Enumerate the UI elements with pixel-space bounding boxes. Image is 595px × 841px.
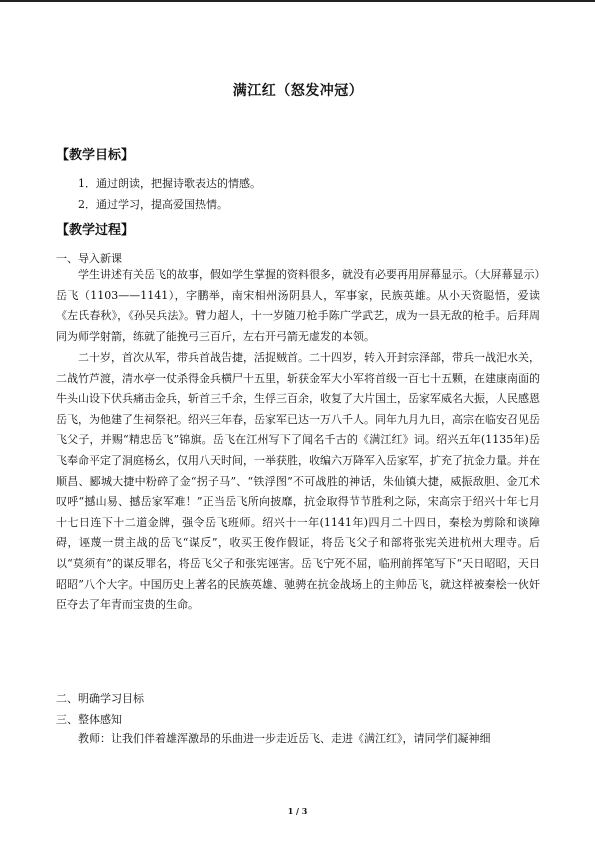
objective-item-1: 1．通过朗读，把握诗歌表达的情感。 [78,177,261,190]
step-heading-2: 二、明确学习目标 [56,692,144,705]
top-border-line [0,0,595,2]
document-title: 满江红（怒发冲冠） [232,83,364,99]
page-number: 1 / 3 [287,806,308,816]
paragraph-yuefei-history: 二十岁，首次从军，带兵首战告捷，活捉贼首。二十四岁，转入开封宗泽部，带兵一战汜水关，二战竹芦渡，清水亭一仗杀得金兵横尸十五里，斩获金军大小军将首级一百七十五颗，在建康南面的牛头山设下伏兵痛击金兵，斩首三千余，生俘三百余，收复了大片国土，岳家军威名大振，人民感恩岳飞，为他建了生祠祭祀。绍兴三年春，岳家军已达一万八千人。同年九月九日，高宗在临安召见岳飞父子，并赐“精忠岳飞”锦旗。岳飞在江州写下了闻名千古的《满江红》词。绍兴五年(1135年)岳飞奉命平定了洞庭杨幺，仅用八天时间，一举获胜，收编六万降军入岳家军，扩充了抗金力量。并在顺昌、郾城大捷中粉碎了金“拐子马”、“铁浮图”不可战胜的神话，朱仙镇大捷，威振敌胆、金兀术叹呼“撼山易、撼岳家军难！”正当岳飞所向披靡，抗金取得节节胜利之际，宋高宗于绍兴十年七月十七日连下十二道金牌，强令岳飞班师。绍兴十一年(1141年)四月二十四日，秦桧为剪除和谈障碍，诬蔑一贯主战的岳飞“谋反”，收买王俊作假证，将岳飞父子和部将张宪关进杭州大理寺。后以“莫须有”的谋反罪名，将岳飞父子和张宪诬害。岳飞宁死不屈，临刑前挥笔写下“天日昭昭，天日昭昭”八个大字。中国历史上著名的民族英雄、驰骋在抗金战场上的主帅岳飞，就这样被秦桧一伙奸臣夺去了年青而宝贵的生命。 [56,351,540,612]
step-heading-3: 三、整体感知 [56,713,122,726]
section-heading-process: 【教学过程】 [56,223,135,238]
paragraph-teacher: 教师：让我们伴着雄浑激昂的乐曲进一步走近岳飞、走进《满江红》，请同学们凝神细 [78,732,491,745]
objective-item-2: 2．通过学习，提高爱国热情。 [78,198,228,211]
paragraph-yuefei-intro: 学生讲述有关岳飞的故事，假如学生掌握的资料很多，就没有必要再用屏幕显示。（大屏幕显示）岳飞（1103——1141），字鹏举，南宋相州汤阴县人，军事家，民族英雄。从小天资聪悟，爱读《左氏春秋》，《孙吴兵法》。臂力超人，十一岁随刀枪手陈广学武艺，成为一县无敌的枪手。后拜周同为师学射箭，练就了能挽弓三百斤，左右开弓箭无虚发的本领。 [56,268,540,343]
section-heading-objectives: 【教学目标】 [56,148,135,163]
step-heading-1: 一、导入新课 [56,252,122,265]
